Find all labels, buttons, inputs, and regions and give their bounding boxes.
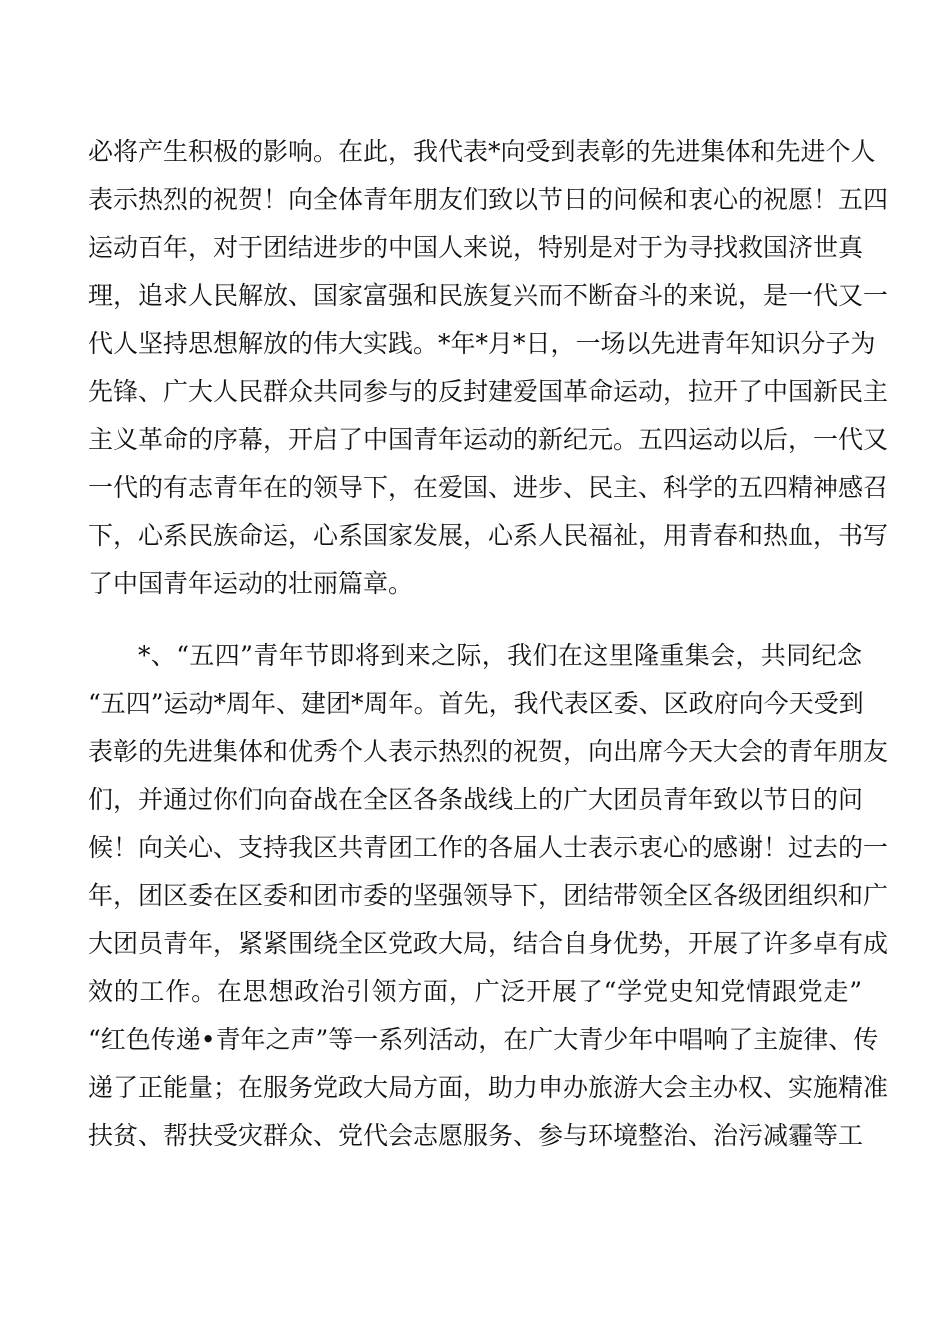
text-line: “红色传递•青年之声”等一系列活动，在广大青少年中唱响了主旋律、传: [88, 1025, 879, 1054]
text-line: 递了正能量；在服务党政大局方面，助力申办旅游大会主办权、实施精准: [88, 1073, 889, 1102]
text-line: 代人坚持思想解放的伟大实践。*年*月*日，一场以先进青年知识分子为: [88, 329, 876, 358]
text-line: 效的工作。在思想政治引领方面，广泛开展了“学党史知党情跟党走”: [88, 977, 862, 1006]
text-line: “五四”运动*周年、建团*周年。首先，我代表区委、区政府向今天受到: [88, 689, 864, 718]
text-line: 主义革命的序幕，开启了中国青年运动的新纪元。五四运动以后，一代又: [88, 425, 889, 454]
text-line: 理，追求人民解放、国家富强和民族复兴而不断奋斗的来说，是一代又一: [88, 281, 889, 310]
text-line: 运动百年，对于团结进步的中国人来说，特别是对于为寻找救国济世真: [88, 233, 864, 262]
text-line: 先锋、广大人民群众共同参与的反封建爱国革命运动，拉开了中国新民主: [88, 377, 889, 406]
text-line: 一代的有志青年在的领导下，在爱国、进步、民主、科学的五四精神感召: [88, 473, 889, 502]
text-line: 表彰的先进集体和优秀个人表示热烈的祝贺，向出席今天大会的青年朋友: [88, 737, 889, 766]
text-line: 表示热烈的祝贺！向全体青年朋友们致以节日的问候和衷心的祝愿！五四: [88, 185, 889, 214]
text-line: 大团员青年，紧紧围绕全区党政大局，结合自身优势，开展了许多卓有成: [88, 929, 889, 958]
text-line: 年，团区委在区委和团市委的坚强领导下，团结带领全区各级团组织和广: [88, 881, 889, 910]
text-line: 了中国青年运动的壮丽篇章。: [88, 569, 414, 598]
text-line: 们，并通过你们向奋战在全区各条战线上的广大团员青年致以节日的问: [88, 785, 864, 814]
text-line: 下，心系民族命运，心系国家发展，心系人民福祉，用青春和热血，书写: [88, 521, 889, 550]
text-line: 扶贫、帮扶受灾群众、党代会志愿服务、参与环境整治、治污减霾等工: [88, 1121, 864, 1150]
text-line: 必将产生积极的影响。在此，我代表*向受到表彰的先进集体和先进个人: [88, 137, 876, 166]
text-line: *、“五四”青年节即将到来之际，我们在这里隆重集会，共同纪念: [138, 641, 862, 670]
text-line: 候！向关心、支持我区共青团工作的各届人士表示衷心的感谢！过去的一: [88, 833, 889, 862]
